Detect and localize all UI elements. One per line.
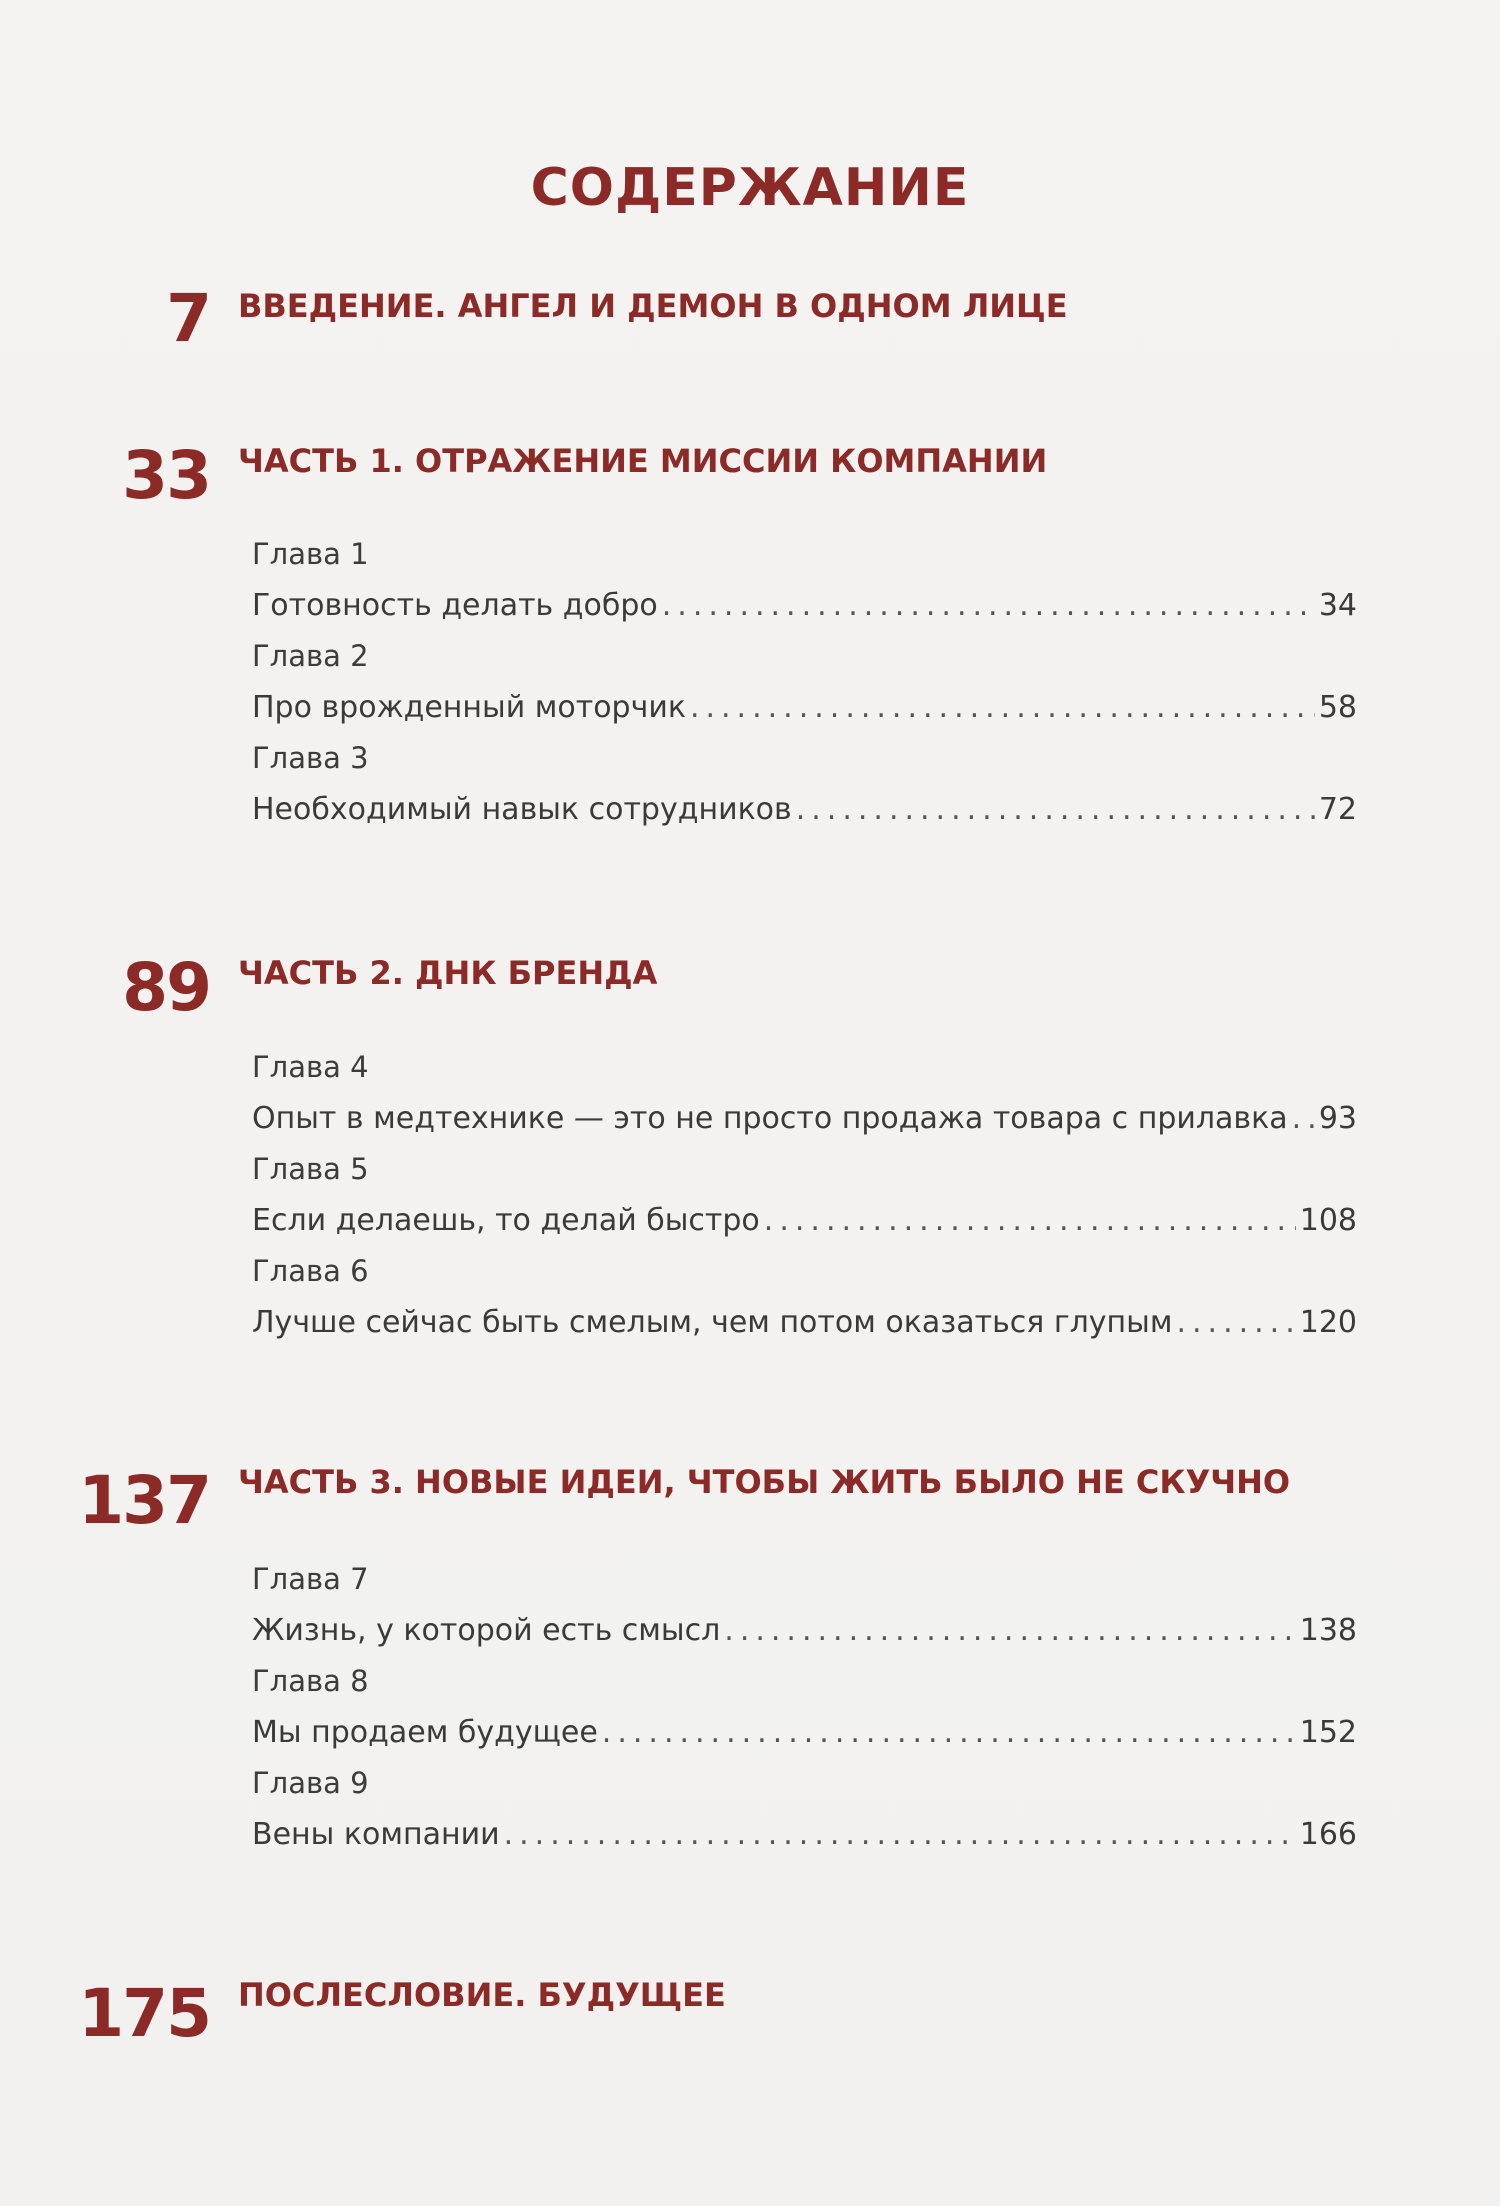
toc-entry[interactable]	[252, 682, 1357, 733]
dot-leader	[796, 784, 1315, 835]
toc-entry[interactable]	[252, 580, 1357, 631]
chapter-label: Глава 3	[252, 741, 369, 775]
section-title: ЧАСТЬ 1. ОТРАЖЕНИЕ МИССИИ КОМПАНИИ	[238, 442, 1048, 480]
chapter-page-number: 58	[1318, 690, 1357, 725]
chapter-label: Глава 1	[252, 537, 369, 571]
chapter-list-part-2	[252, 1042, 1357, 1348]
dot-leader	[1292, 1093, 1315, 1144]
chapter-title: Если делаешь, то делай быстро	[252, 1203, 760, 1238]
chapter-page-number: 166	[1299, 1817, 1357, 1852]
toc-entry[interactable]	[252, 1809, 1357, 1860]
chapter-label: Глава 6	[252, 1254, 369, 1288]
dot-leader	[690, 682, 1315, 733]
dot-leader	[504, 1809, 1296, 1860]
section-title: ВВЕДЕНИЕ. АНГЕЛ И ДЕМОН В ОДНОМ ЛИЦЕ	[238, 287, 1068, 325]
chapter-list-part-3	[252, 1554, 1357, 1860]
toc-entry[interactable]	[252, 1297, 1357, 1348]
page-title: СОДЕРЖАНИЕ	[530, 158, 970, 218]
dot-leader	[764, 1195, 1296, 1246]
chapter-label: Глава 2	[252, 639, 369, 673]
section-page-number: 175	[78, 1975, 210, 2052]
chapter-page-number: 93	[1318, 1101, 1357, 1136]
chapter-title: Вены компании	[252, 1817, 500, 1852]
chapter-label: Глава 7	[252, 1562, 369, 1596]
toc-entry[interactable]	[252, 1093, 1357, 1144]
chapter-page-number: 72	[1318, 792, 1357, 827]
dot-leader	[602, 1707, 1296, 1758]
toc-entry[interactable]	[252, 784, 1357, 835]
section-page-number: 33	[122, 437, 210, 514]
chapter-title: Необходимый навык сотрудников	[252, 792, 792, 827]
section-title: ПОСЛЕСЛОВИЕ. БУДУЩЕЕ	[238, 1976, 726, 2014]
dot-leader	[1176, 1297, 1295, 1348]
section-title: ЧАСТЬ 3. НОВЫЕ ИДЕИ, ЧТОБЫ ЖИТЬ БЫЛО НЕ СКУЧНО	[238, 1463, 1291, 1501]
chapter-page-number: 108	[1299, 1203, 1357, 1238]
chapter-title: Мы продаем будущее	[252, 1715, 598, 1750]
dot-leader	[724, 1605, 1295, 1656]
chapter-title: Лучше сейчас быть смелым, чем потом оказаться глупым	[252, 1305, 1173, 1340]
section-page-number: 137	[78, 1462, 210, 1539]
section-page-number: 89	[122, 949, 210, 1026]
dot-leader	[662, 580, 1315, 631]
chapter-title: Про врожденный моторчик	[252, 690, 686, 725]
chapter-title: Опыт в медтехнике — это не просто продажа товара с прилавка	[252, 1101, 1288, 1136]
toc-entry[interactable]	[252, 1195, 1357, 1246]
chapter-label: Глава 8	[252, 1664, 369, 1698]
chapter-page-number: 34	[1318, 588, 1357, 623]
chapter-list-part-1	[252, 529, 1357, 835]
section-title: ЧАСТЬ 2. ДНК БРЕНДА	[238, 954, 658, 992]
chapter-title: Жизнь, у которой есть смысл	[252, 1613, 721, 1648]
chapter-page-number: 138	[1299, 1613, 1357, 1648]
chapter-page-number: 120	[1299, 1305, 1357, 1340]
chapter-label: Глава 4	[252, 1050, 369, 1084]
toc-entry[interactable]	[252, 1605, 1357, 1656]
toc-entry[interactable]	[252, 1707, 1357, 1758]
chapter-title: Готовность делать добро	[252, 588, 658, 623]
chapter-label: Глава 9	[252, 1766, 369, 1800]
chapter-page-number: 152	[1299, 1715, 1357, 1750]
section-page-number: 7	[166, 280, 210, 357]
chapter-label: Глава 5	[252, 1152, 369, 1186]
